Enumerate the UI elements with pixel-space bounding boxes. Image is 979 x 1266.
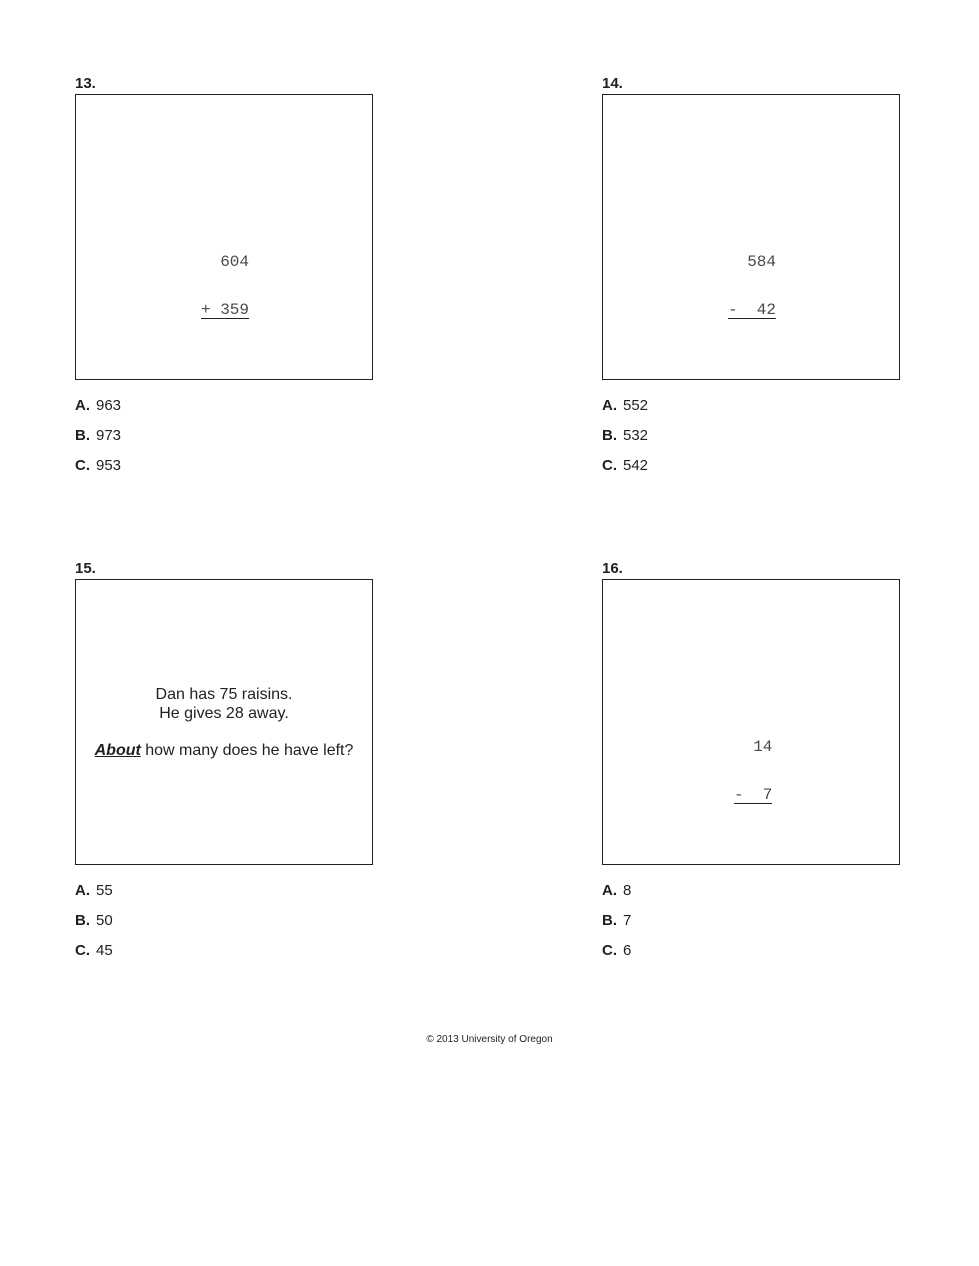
answer-choice-b[interactable] [75,912,113,942]
question-number-16: 16. [602,560,623,577]
answer-choice-c[interactable] [75,942,113,972]
answer-choice-a[interactable] [75,397,121,427]
choice-letter: C. [75,457,90,474]
answer-choice-c[interactable] [75,457,121,487]
word-problem-line-2: He gives 28 away. [159,705,289,722]
answer-choice-a[interactable] [602,882,631,912]
choice-letter: B. [602,427,617,444]
choice-letter: C. [602,942,617,959]
word-problem [76,685,372,760]
choice-letter: C. [602,457,617,474]
choice-letter: A. [75,882,90,899]
answer-choices-14 [602,397,648,487]
choice-value: 542 [623,457,649,474]
choice-value: 6 [623,942,632,959]
choice-value: 8 [623,882,632,899]
choice-value: 45 [96,942,113,959]
emphasis-about: About [94,742,141,759]
question-box-16 [602,579,900,865]
answer-choice-a[interactable] [602,397,648,427]
problem-line-1: 584 [728,253,777,271]
question-box-15 [75,579,373,865]
choice-letter: B. [602,912,617,929]
problem-line-1: 14 [734,738,773,756]
answer-choice-b[interactable] [602,427,648,457]
choice-letter: C. [75,942,90,959]
problem-line-2: + 359 [201,301,250,319]
choice-value: 50 [96,912,113,929]
question-number-15: 15. [75,560,96,577]
addition-problem [201,222,249,351]
answer-choice-b[interactable] [75,427,121,457]
choice-value: 552 [623,397,649,414]
choice-letter: A. [602,397,617,414]
answer-choice-c[interactable] [602,942,631,972]
choice-value: 7 [623,912,632,929]
question-box-14 [602,94,900,380]
question-number-13: 13. [75,75,96,92]
answer-choices-15 [75,882,113,972]
problem-line-2: - 7 [734,786,773,804]
choice-letter: B. [75,912,90,929]
problem-line-2: - 42 [728,301,777,319]
problem-line-1: 604 [201,253,250,271]
word-problem-line-1: Dan has 75 raisins. [155,686,293,703]
choice-letter: A. [602,882,617,899]
question-box-13 [75,94,373,380]
question-number-14: 14. [602,75,623,92]
word-problem-question [76,741,372,760]
choice-value: 532 [623,427,649,444]
answer-choices-16 [602,882,631,972]
choice-value: 55 [96,882,113,899]
choice-value: 963 [96,397,122,414]
subtraction-problem [734,707,772,836]
subtraction-problem [728,222,776,351]
choice-value: 973 [96,427,122,444]
answer-choices-13 [75,397,121,487]
answer-choice-c[interactable] [602,457,648,487]
answer-choice-a[interactable] [75,882,113,912]
copyright-footer: © 2013 University of Oregon [426,1034,553,1045]
choice-letter: A. [75,397,90,414]
choice-letter: B. [75,427,90,444]
choice-value: 953 [96,457,122,474]
question-rest: how many does he have left? [140,742,354,759]
answer-choice-b[interactable] [602,912,631,942]
